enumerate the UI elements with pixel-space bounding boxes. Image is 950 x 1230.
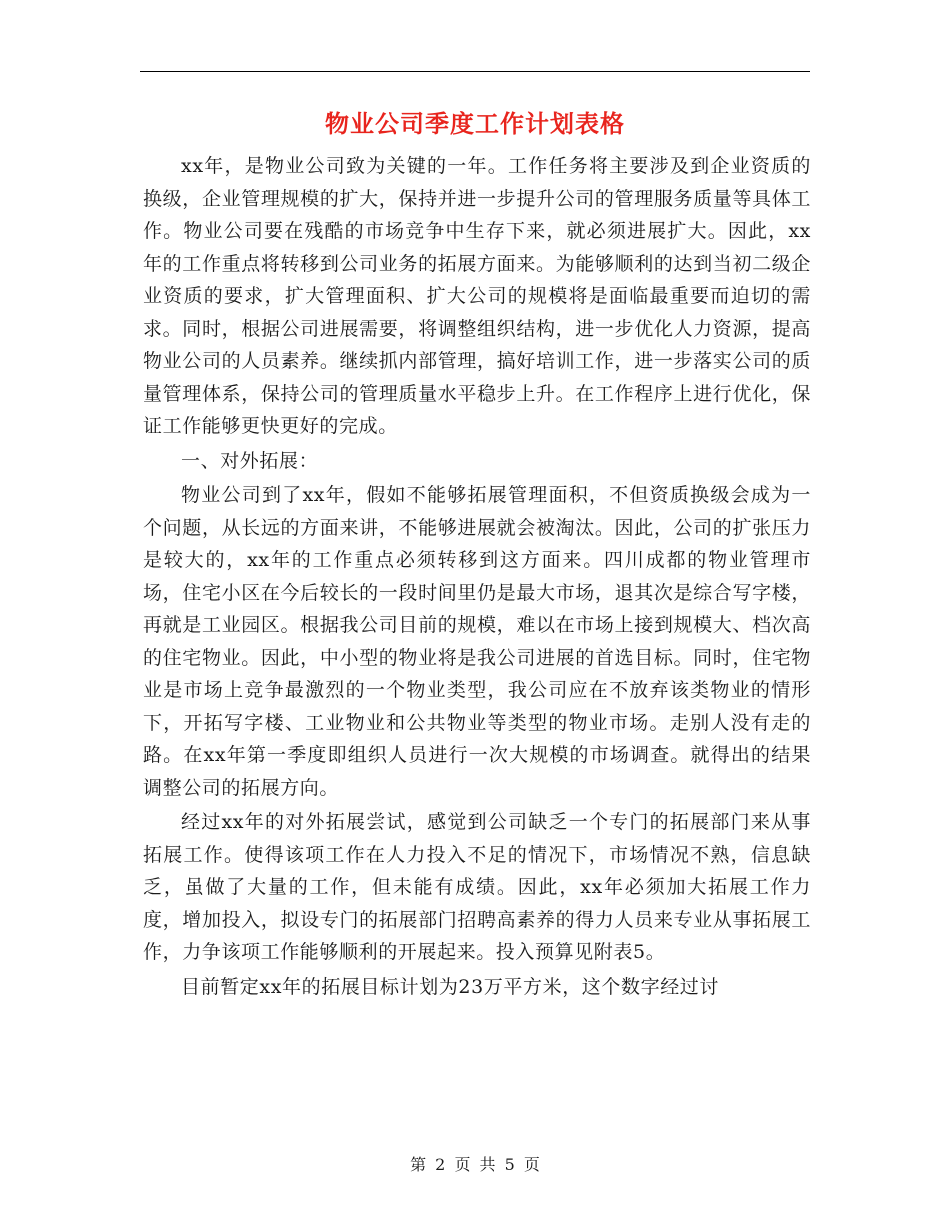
section-paragraph: 经过xx年的对外拓展尝试，感觉到公司缺乏一个专门的拓展部门来从事拓展工作。使得该项工作在人力投入不足的情况下，市场情况不熟，信息缺乏，虽做了大量的工作，但未能有成绩。因此，xx年必须加大拓展工作力度，增加投入，拟设专门的拓展部门招聘高素养的得力人员来专业从事拓展工作，力争该项工作能够顺利的开展起来。投入预算见附表5。 <box>143 811 811 963</box>
document-title: 物业公司季度工作计划表格 <box>325 109 625 138</box>
section-paragraph: 物业公司到了xx年，假如不能够拓展管理面积，不但资质换级会成为一个问题，从长远的方面来讲，不能够进展就会被淘汰。因此，公司的扩张压力是较大的，xx年的工作重点必须转移到这方面来。四川成都的物业管理市场，住宅小区在今后较长的一段时间里仍是最大市场，退其次是综合写字楼，再就是工业园区。根据我公司目前的规模，难以在市场上接到规模大、档次高的住宅物业。因此，中小型的物业将是我公司进展的首选目标。同时，住宅物业是市场上竞争最激烈的一个物业类型，我公司应在不放弃该类物业的情形下，开拓写字楼、工业物业和公共物业等类型的物业市场。走别人没有走的路。在xx年第一季度即组织人员进行一次大规模的市场调查。就得出的结果调整公司的拓展方向。 <box>143 484 811 799</box>
document-body <box>143 150 811 1003</box>
section-paragraph: 目前暂定xx年的拓展目标计划为23万平方米，这个数字经过讨 <box>181 975 720 998</box>
header-rule <box>140 71 810 72</box>
intro-paragraph: xx年，是物业公司致为关键的一年。工作任务将主要涉及到企业资质的换级，企业管理规模的扩大，保持并进一步提升公司的管理服务质量等具体工作。物业公司要在残酷的市场竞争中生存下来，就必须进展扩大。因此，xx年的工作重点将转移到公司业务的拓展方面来。为能够顺利的达到当初二级企业资质的要求，扩大管理面积、扩大公司的规模将是面临最重要而迫切的需求。同时，根据公司进展需要，将调整组织结构，进一步优化人力资源，提高物业公司的人员素养。继续抓内部管理，搞好培训工作，进一步落实公司的质量管理体系，保持公司的管理质量水平稳步上升。在工作程序上进行优化，保证工作能够更快更好的完成。 <box>143 155 811 437</box>
section-heading-external-expansion: 一、对外拓展： <box>181 449 319 472</box>
page-number-footer: 第 2 页 共 5 页 <box>410 1155 540 1174</box>
